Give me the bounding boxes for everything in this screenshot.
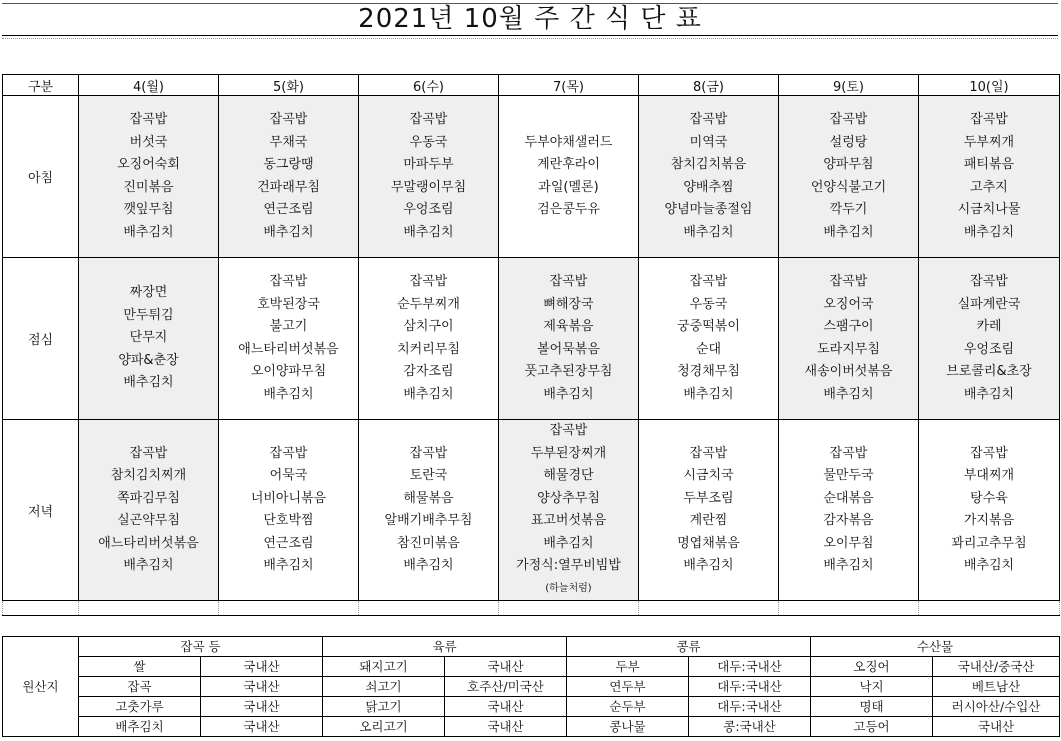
menu-item: 잡곡밥	[129, 112, 168, 127]
origin-country: 국내산/중국산	[933, 657, 1060, 677]
menu-item: 잡곡밥	[689, 112, 728, 127]
menu-item: 언양식불고기	[810, 179, 887, 195]
menu-item: 감자조림	[403, 364, 454, 379]
menu-cell	[639, 96, 779, 258]
menu-item: 시금치나물	[957, 202, 1021, 217]
menu-item: 카레	[976, 319, 1002, 334]
menu-cell	[779, 96, 919, 258]
menu-item: 배추김치	[823, 224, 874, 240]
spacer-row	[3, 601, 1060, 616]
menu-item: 무말랭이무침	[390, 179, 467, 195]
origin-row	[3, 677, 1060, 697]
origin-group: 수산물	[811, 637, 1060, 657]
menu-item: 불고기	[269, 319, 308, 334]
menu-item: 가지볶음	[963, 513, 1015, 528]
menu-cell	[919, 420, 1060, 601]
divider	[2, 38, 1058, 39]
menu-item: 가정식:열무비빔밥	[516, 558, 621, 573]
menu-item: 순두부찌개	[397, 296, 460, 312]
menu-item: 풋고추된장무침	[524, 364, 613, 379]
menu-item: 연근조림	[263, 535, 314, 551]
origin-country: 러시아산/수입산	[933, 697, 1060, 717]
menu-item: 부대찌개	[963, 468, 1015, 483]
menu-item: 잡곡밥	[689, 445, 728, 461]
origin-group: 육류	[323, 637, 567, 657]
origin-item: 쇠고기	[323, 677, 445, 697]
menu-item: 버섯국	[129, 134, 168, 150]
menu-item: 두부된장찌개	[530, 445, 607, 461]
meal-label: 저녁	[3, 420, 79, 601]
menu-item: 잡곡밥	[549, 274, 588, 289]
origin-country: 국내산	[201, 717, 323, 737]
meal-label: 아침	[3, 96, 79, 258]
menu-item: 새송이버섯볶음	[804, 364, 893, 379]
header-label: 구분	[3, 75, 79, 96]
menu-item: 잡곡밥	[409, 112, 448, 127]
meal-row-dinner	[3, 420, 1060, 601]
origin-item: 돼지고기	[323, 657, 445, 677]
origin-country: 국내산	[933, 717, 1060, 737]
menu-item: 감자볶음	[823, 513, 874, 528]
origin-item: 순두부	[567, 697, 689, 717]
menu-item: 양파무침	[823, 157, 874, 172]
menu-item: 진미볶음	[123, 179, 174, 195]
day-header: 5(화)	[219, 75, 359, 96]
header-row	[3, 75, 1060, 96]
menu-cell	[639, 420, 779, 601]
menu-item: 애느타리버섯볶음	[238, 341, 339, 357]
menu-item: 너비아니볶음	[250, 490, 327, 506]
menu-item: 패티볶음	[963, 157, 1015, 172]
menu-item: 과일(멜론)	[538, 179, 599, 195]
menu-item: 청경채무침	[677, 364, 740, 379]
origin-item: 연두부	[567, 677, 689, 697]
menu-item: 배추김치	[263, 558, 314, 573]
menu-item: 잡곡밥	[549, 423, 588, 438]
meal-row-breakfast	[3, 96, 1060, 258]
origin-item: 잡곡	[79, 677, 201, 697]
menu-cell	[79, 420, 219, 601]
menu-item: 만두튀김	[123, 307, 174, 323]
menu-item: 배추김치	[963, 386, 1015, 402]
menu-item: (하늘처럼)	[545, 582, 592, 594]
menu-item: 궁중떡볶이	[677, 319, 740, 334]
menu-item: 연근조림	[263, 202, 314, 217]
menu-item: 애느타리버섯볶음	[98, 535, 199, 551]
origin-group: 콩류	[567, 637, 811, 657]
origin-item: 두부	[567, 657, 689, 677]
day-header: 9(토)	[779, 75, 919, 96]
menu-cell	[359, 420, 499, 601]
menu-cell	[79, 96, 219, 258]
menu-item: 잡곡밥	[269, 445, 308, 461]
menu-item: 순대	[695, 341, 722, 357]
menu-item: 오징어국	[823, 296, 874, 312]
menu-item: 명엽채볶음	[677, 535, 740, 551]
menu-item: 잡곡밥	[970, 112, 1008, 127]
origin-item: 쌀	[79, 657, 201, 677]
day-header: 4(월)	[79, 75, 219, 96]
origin-group: 잡곡 등	[79, 637, 323, 657]
menu-item: 토란국	[409, 468, 448, 483]
menu-item: 브로콜리&초장	[946, 364, 1032, 379]
menu-item: 배추김치	[683, 558, 734, 573]
menu-cell	[359, 258, 499, 420]
origin-row	[3, 717, 1060, 737]
menu-item: 배추김치	[823, 386, 874, 402]
menu-item: 물만두국	[823, 468, 874, 483]
origin-country: 국내산	[201, 677, 323, 697]
menu-item: 단무지	[129, 330, 168, 346]
menu-cell	[639, 258, 779, 420]
menu-item: 우엉조림	[963, 341, 1015, 357]
day-header: 7(목)	[499, 75, 639, 96]
menu-item: 참치김치볶음	[670, 157, 747, 172]
menu-item: 배추김치	[543, 535, 594, 551]
menu-item: 탕수육	[970, 490, 1008, 506]
origin-country: 대두:국내산	[689, 697, 811, 717]
menu-item: 표고버섯볶음	[530, 513, 607, 528]
origin-label: 원산지	[3, 637, 79, 737]
menu-item: 건파래무침	[257, 179, 320, 195]
menu-item: 참치김치찌개	[110, 468, 187, 483]
menu-cell	[919, 96, 1060, 258]
menu-item: 깻잎무침	[123, 202, 174, 217]
origin-country: 국내산	[445, 657, 567, 677]
menu-item: 스팸구이	[823, 319, 874, 334]
origin-country: 국내산	[445, 717, 567, 737]
menu-item: 배추김치	[963, 224, 1015, 240]
menu-item: 배추김치	[403, 386, 454, 402]
menu-item: 배추김치	[403, 558, 454, 573]
origin-country: 베트남산	[933, 677, 1060, 697]
menu-item: 배추김치	[123, 558, 174, 573]
menu-item: 양파&춘장	[118, 352, 179, 368]
weekly-menu-table	[2, 74, 1060, 616]
origin-row	[3, 697, 1060, 717]
menu-cell	[219, 96, 359, 258]
origin-item: 고춧가루	[79, 697, 201, 717]
origin-country: 국내산	[201, 657, 323, 677]
menu-item: 오이양파무침	[250, 364, 327, 379]
menu-item: 짜장면	[129, 285, 168, 301]
menu-cell	[499, 96, 639, 258]
origin-item: 오리고기	[323, 717, 445, 737]
origin-item: 낙지	[811, 677, 933, 697]
origin-country: 콩:국내산	[689, 717, 811, 737]
menu-item: 잡곡밥	[409, 274, 448, 289]
menu-item: 미역국	[689, 134, 728, 150]
menu-item: 마파두부	[403, 157, 454, 172]
origin-item: 고등어	[811, 717, 933, 737]
origin-row	[3, 657, 1060, 677]
menu-item: 순대볶음	[823, 490, 874, 506]
menu-item: 해물볶음	[403, 490, 454, 506]
menu-item: 배추김치	[123, 224, 174, 240]
menu-item: 알배기배추무침	[384, 513, 473, 528]
menu-item: 잡곡밥	[970, 274, 1008, 289]
menu-item: 치커리무침	[397, 341, 460, 357]
menu-item: 잡곡밥	[269, 274, 308, 289]
origin-item: 닭고기	[323, 697, 445, 717]
menu-item: 오징어숙회	[117, 157, 180, 172]
menu-item: 잡곡밥	[689, 274, 728, 289]
menu-item: 참진미볶음	[397, 535, 460, 551]
menu-item: 배추김치	[543, 386, 594, 402]
menu-item: 뼈해장국	[543, 296, 594, 312]
origin-item: 명태	[811, 697, 933, 717]
menu-item: 우동국	[689, 296, 728, 312]
menu-item: 잡곡밥	[409, 445, 448, 461]
menu-item: 어묵국	[269, 468, 308, 483]
menu-item: 우엉조림	[403, 202, 454, 217]
menu-item: 계란찜	[689, 513, 728, 528]
menu-item: 오이무침	[823, 535, 874, 551]
meal-row-lunch	[3, 258, 1060, 420]
menu-item: 배추김치	[963, 558, 1015, 573]
menu-item: 도라지무침	[817, 341, 880, 357]
menu-item: 꽈리고추무침	[951, 535, 1027, 551]
menu-item: 우동국	[409, 134, 448, 150]
menu-item: 설렁탕	[829, 134, 868, 150]
menu-item: 배추김치	[823, 558, 874, 573]
origin-table	[2, 636, 1060, 737]
origin-item: 오징어	[811, 657, 933, 677]
menu-cell	[499, 420, 639, 601]
menu-item: 동그랑땡	[263, 157, 314, 172]
menu-item: 잡곡밥	[129, 445, 168, 461]
menu-item: 배추김치	[683, 386, 734, 402]
menu-item: 쪽파김무침	[117, 490, 180, 506]
menu-item: 두부찌개	[963, 134, 1015, 150]
menu-item: 무채국	[269, 134, 308, 150]
menu-item: 배추김치	[683, 224, 734, 240]
menu-item: 단호박찜	[263, 513, 314, 528]
origin-group-row	[3, 637, 1060, 657]
menu-item: 잡곡밥	[269, 112, 308, 127]
menu-cell	[359, 96, 499, 258]
menu-cell	[79, 258, 219, 420]
menu-item: 잡곡밥	[970, 445, 1008, 461]
menu-item: 깍두기	[829, 202, 868, 217]
menu-cell	[499, 258, 639, 420]
origin-country: 대두:국내산	[689, 677, 811, 697]
origin-item: 콩나물	[567, 717, 689, 737]
origin-country: 국내산	[445, 697, 567, 717]
menu-item: 배추김치	[263, 224, 314, 240]
day-header: 8(금)	[639, 75, 779, 96]
menu-item: 볼어묵볶음	[537, 341, 600, 357]
menu-item: 시금치국	[683, 468, 734, 483]
menu-item: 호박된장국	[257, 296, 320, 312]
menu-item: 실곤약무침	[117, 513, 180, 528]
menu-item: 양념마늘종절임	[664, 202, 753, 217]
page-title: 2021년 10월 주 간 식 단 표	[2, 3, 1058, 36]
menu-cell	[219, 258, 359, 420]
menu-cell	[779, 258, 919, 420]
menu-item: 잡곡밥	[829, 274, 868, 289]
menu-item: 검은콩두유	[537, 202, 600, 217]
menu-cell	[219, 420, 359, 601]
menu-item: 계란후라이	[537, 157, 600, 172]
day-header: 6(수)	[359, 75, 499, 96]
menu-cell	[919, 258, 1060, 420]
menu-item: 배추김치	[123, 375, 174, 391]
menu-item: 제육볶음	[543, 319, 594, 334]
menu-item: 삼치구이	[403, 319, 454, 334]
origin-country: 호주산/미국산	[445, 677, 567, 697]
origin-country: 국내산	[201, 697, 323, 717]
menu-item: 잡곡밥	[829, 112, 868, 127]
menu-item: 실파계란국	[957, 296, 1021, 312]
menu-item: 양상추무침	[537, 490, 600, 506]
menu-item: 배추김치	[403, 224, 454, 240]
menu-item: 해물경단	[543, 468, 594, 483]
origin-country: 대두:국내산	[689, 657, 811, 677]
menu-item: 양배추찜	[683, 179, 734, 195]
menu-item: 두부조림	[683, 490, 734, 506]
menu-item: 배추김치	[263, 386, 314, 402]
origin-item: 배추김치	[79, 717, 201, 737]
menu-item: 고추지	[970, 179, 1008, 195]
menu-item: 두부야채샐러드	[524, 134, 613, 150]
menu-item: 잡곡밥	[829, 445, 868, 461]
day-header: 10(일)	[919, 75, 1060, 96]
menu-cell	[779, 420, 919, 601]
meal-label: 점심	[3, 258, 79, 420]
